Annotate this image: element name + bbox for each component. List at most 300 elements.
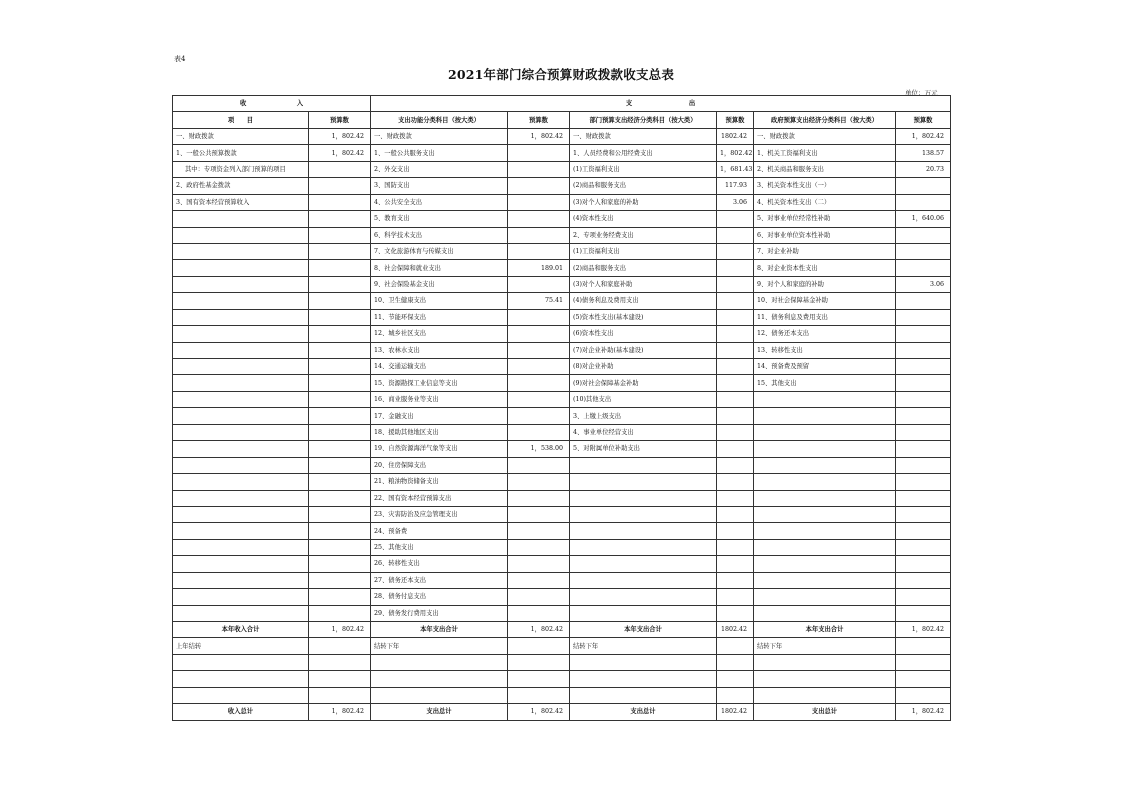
dept-econ-item: (3)对个人和家庭的补助 — [570, 194, 717, 210]
col-header-budget-func: 预算数 — [508, 112, 570, 128]
table-row — [173, 572, 951, 588]
income-budget — [309, 539, 371, 555]
income-item — [173, 506, 309, 522]
income-item — [173, 276, 309, 292]
carry-gov-econ-item — [754, 654, 896, 670]
gov-econ-item — [754, 572, 896, 588]
func-class-item: 7、文化旅游体育与传媒支出 — [371, 243, 508, 259]
dept-econ-item: (2)商品和服务支出 — [570, 260, 717, 276]
table-row — [173, 227, 951, 243]
dept-econ-budget — [717, 424, 754, 440]
expense-header: 支 出 — [371, 96, 951, 112]
carryover-row — [173, 638, 951, 654]
gov-econ-item: 10、对社会保障基金补助 — [754, 293, 896, 309]
grand-gov-econ-budget: 1，802.42 — [896, 704, 951, 720]
func-class-item: 5、教育支出 — [371, 211, 508, 227]
gov-econ-budget — [896, 326, 951, 342]
carry-gov-econ-item — [754, 671, 896, 687]
carry-gov-econ-budget — [896, 671, 951, 687]
dept-econ-item — [570, 572, 717, 588]
carry-income-item — [173, 687, 309, 703]
gov-econ-item: 一、财政拨款 — [754, 128, 896, 144]
func-class-item: 16、商业服务业等支出 — [371, 391, 508, 407]
gov-econ-item — [754, 474, 896, 490]
gov-econ-budget — [896, 408, 951, 424]
grand-dept-econ-budget: 1802.42 — [717, 704, 754, 720]
dept-econ-budget — [717, 276, 754, 292]
income-item — [173, 227, 309, 243]
income-budget — [309, 359, 371, 375]
func-class-item: 18、援助其他地区支出 — [371, 424, 508, 440]
gov-econ-budget — [896, 178, 951, 194]
table-row — [173, 474, 951, 490]
income-budget — [309, 589, 371, 605]
table-row — [173, 391, 951, 407]
carry-dept-econ-budget — [717, 654, 754, 670]
dept-econ-budget — [717, 506, 754, 522]
carry-func-class-budget — [508, 687, 570, 703]
income-item — [173, 457, 309, 473]
income-budget — [309, 293, 371, 309]
func-class-budget — [508, 556, 570, 572]
gov-econ-budget — [896, 391, 951, 407]
func-class-budget — [508, 506, 570, 522]
grand-dept-econ-item: 支出总计 — [570, 704, 717, 720]
func-class-budget — [508, 243, 570, 259]
dept-econ-budget — [717, 605, 754, 621]
dept-econ-item — [570, 605, 717, 621]
gov-econ-item — [754, 424, 896, 440]
func-class-budget — [508, 523, 570, 539]
total-dept-econ-budget: 1802.42 — [717, 622, 754, 638]
func-class-budget — [508, 572, 570, 588]
func-class-budget — [508, 161, 570, 177]
gov-econ-budget — [896, 556, 951, 572]
income-budget — [309, 523, 371, 539]
table-row — [173, 326, 951, 342]
func-class-item: 3、国防支出 — [371, 178, 508, 194]
carry-dept-econ-item — [570, 687, 717, 703]
func-class-budget — [508, 605, 570, 621]
table-row — [173, 506, 951, 522]
func-class-budget — [508, 342, 570, 358]
carry-income-item: 上年结转 — [173, 638, 309, 654]
gov-econ-budget — [896, 309, 951, 325]
table-row — [173, 441, 951, 457]
income-item — [173, 375, 309, 391]
table-row — [173, 375, 951, 391]
carry-income-budget — [309, 638, 371, 654]
gov-econ-budget — [896, 359, 951, 375]
dept-econ-item — [570, 474, 717, 490]
dept-econ-budget — [717, 293, 754, 309]
gov-econ-item: 11、债务利息及费用支出 — [754, 309, 896, 325]
dept-econ-budget — [717, 539, 754, 555]
dept-econ-item — [570, 539, 717, 555]
func-class-budget: 75.41 — [508, 293, 570, 309]
dept-econ-item — [570, 457, 717, 473]
gov-econ-item: 8、对企业资本性支出 — [754, 260, 896, 276]
income-budget — [309, 276, 371, 292]
income-item: 一、财政拨款 — [173, 128, 309, 144]
dept-econ-item — [570, 589, 717, 605]
table-row — [173, 211, 951, 227]
income-item — [173, 243, 309, 259]
dept-econ-item: 2、专项业务经费支出 — [570, 227, 717, 243]
income-item — [173, 293, 309, 309]
func-class-budget — [508, 211, 570, 227]
dept-econ-item: (1)工资福利支出 — [570, 161, 717, 177]
table-row — [173, 605, 951, 621]
func-class-item: 11、节能环保支出 — [371, 309, 508, 325]
gov-econ-item — [754, 605, 896, 621]
income-budget — [309, 211, 371, 227]
func-class-budget — [508, 276, 570, 292]
carry-dept-econ-item: 结转下年 — [570, 638, 717, 654]
gov-econ-budget — [896, 474, 951, 490]
dept-econ-item — [570, 523, 717, 539]
gov-econ-budget: 3.06 — [896, 276, 951, 292]
total-gov-econ-item: 本年支出合计 — [754, 622, 896, 638]
dept-econ-item: (4)债务利息及费用支出 — [570, 293, 717, 309]
gov-econ-item — [754, 506, 896, 522]
carry-func-class-item — [371, 671, 508, 687]
func-class-budget — [508, 424, 570, 440]
carry-income-item — [173, 654, 309, 670]
dept-econ-budget: 1，802.42 — [717, 145, 754, 161]
income-item: 3、国有资本经营预算收入 — [173, 194, 309, 210]
income-budget — [309, 326, 371, 342]
carry-income-budget — [309, 654, 371, 670]
func-class-item: 27、债务还本支出 — [371, 572, 508, 588]
dept-econ-budget — [717, 556, 754, 572]
income-budget — [309, 457, 371, 473]
func-class-item: 17、金融支出 — [371, 408, 508, 424]
gov-econ-budget — [896, 457, 951, 473]
gov-econ-budget — [896, 375, 951, 391]
func-class-budget — [508, 145, 570, 161]
gov-econ-budget: 20.73 — [896, 161, 951, 177]
func-class-item: 28、债务付息支出 — [371, 589, 508, 605]
gov-econ-item: 9、对个人和家庭的补助 — [754, 276, 896, 292]
func-class-item: 2、外交支出 — [371, 161, 508, 177]
table-row — [173, 309, 951, 325]
gov-econ-item — [754, 391, 896, 407]
func-class-budget — [508, 539, 570, 555]
income-item — [173, 391, 309, 407]
total-income-budget: 1，802.42 — [309, 622, 371, 638]
dept-econ-budget — [717, 309, 754, 325]
func-class-item: 4、公共安全支出 — [371, 194, 508, 210]
gov-econ-budget — [896, 293, 951, 309]
gov-econ-budget: 138.57 — [896, 145, 951, 161]
table-row — [173, 539, 951, 555]
header-row-columns — [173, 112, 951, 128]
grand-func-class-item: 支出总计 — [371, 704, 508, 720]
gov-econ-budget: 1，640.06 — [896, 211, 951, 227]
income-item: 其中：专项资金列入部门预算的项目 — [173, 161, 309, 177]
func-class-budget — [508, 408, 570, 424]
table-row — [173, 490, 951, 506]
func-class-item: 9、社会保险基金支出 — [371, 276, 508, 292]
gov-econ-item — [754, 408, 896, 424]
dept-econ-budget — [717, 375, 754, 391]
func-class-item: 26、转移性支出 — [371, 556, 508, 572]
dept-econ-budget — [717, 391, 754, 407]
gov-econ-budget — [896, 441, 951, 457]
dept-econ-item: 1、人员经费和公用经费支出 — [570, 145, 717, 161]
func-class-item: 15、资源勘探工业信息等支出 — [371, 375, 508, 391]
func-class-item: 22、国有资本经营预算支出 — [371, 490, 508, 506]
gov-econ-item — [754, 441, 896, 457]
dept-econ-item: 5、对附属单位补助支出 — [570, 441, 717, 457]
gov-econ-item: 15、其他支出 — [754, 375, 896, 391]
dept-econ-budget: 1，681.43 — [717, 161, 754, 177]
table-row — [173, 293, 951, 309]
table-number: 表4 — [174, 55, 186, 63]
table-row — [173, 178, 951, 194]
func-class-item: 6、科学技术支出 — [371, 227, 508, 243]
income-item — [173, 309, 309, 325]
carry-dept-econ-budget — [717, 638, 754, 654]
grand-func-class-budget: 1，802.42 — [508, 704, 570, 720]
carry-dept-econ-item — [570, 671, 717, 687]
dept-econ-item: (4)资本性支出 — [570, 211, 717, 227]
func-class-budget — [508, 589, 570, 605]
income-budget — [309, 424, 371, 440]
func-class-item: 20、住房保障支出 — [371, 457, 508, 473]
dept-econ-budget: 3.06 — [717, 194, 754, 210]
carry-func-class-item — [371, 654, 508, 670]
dept-econ-item: (3)对个人和家庭补助 — [570, 276, 717, 292]
func-class-item: 13、农林水支出 — [371, 342, 508, 358]
col-header-budget-dept: 预算数 — [717, 112, 754, 128]
income-item: 2、政府性基金拨款 — [173, 178, 309, 194]
func-class-budget — [508, 326, 570, 342]
func-class-budget: 1，538.00 — [508, 441, 570, 457]
carryover-row — [173, 671, 951, 687]
income-budget — [309, 572, 371, 588]
dept-econ-budget — [717, 441, 754, 457]
income-budget — [309, 556, 371, 572]
dept-econ-budget — [717, 490, 754, 506]
grand-gov-econ-item: 支出总计 — [754, 704, 896, 720]
carry-dept-econ-budget — [717, 671, 754, 687]
func-class-budget — [508, 457, 570, 473]
grand-income-item: 收入总计 — [173, 704, 309, 720]
dept-econ-item — [570, 490, 717, 506]
carry-func-class-budget — [508, 638, 570, 654]
gov-econ-budget — [896, 424, 951, 440]
income-item — [173, 359, 309, 375]
gov-econ-item — [754, 523, 896, 539]
income-budget — [309, 194, 371, 210]
gov-econ-item: 5、对事业单位经常性补助 — [754, 211, 896, 227]
func-class-budget: 189.01 — [508, 260, 570, 276]
func-class-item: 14、交通运输支出 — [371, 359, 508, 375]
grand-income-budget: 1，802.42 — [309, 704, 371, 720]
gov-econ-item — [754, 556, 896, 572]
gov-econ-budget — [896, 194, 951, 210]
total-func-class-item: 本年支出合计 — [371, 622, 508, 638]
func-class-item: 24、预备费 — [371, 523, 508, 539]
dept-econ-budget: 1802.42 — [717, 128, 754, 144]
unit-label: 单位：万元 — [905, 89, 938, 97]
year-total-row — [173, 622, 951, 638]
dept-econ-budget — [717, 342, 754, 358]
income-item — [173, 474, 309, 490]
func-class-item: 19、自然资源海洋气象等支出 — [371, 441, 508, 457]
income-item — [173, 326, 309, 342]
income-item — [173, 556, 309, 572]
dept-econ-budget — [717, 326, 754, 342]
gov-econ-item: 6、对事业单位资本性补助 — [754, 227, 896, 243]
table-row — [173, 243, 951, 259]
func-class-item: 29、债务发行费用支出 — [371, 605, 508, 621]
func-class-item: 一、财政拨款 — [371, 128, 508, 144]
func-class-budget — [508, 359, 570, 375]
income-item — [173, 572, 309, 588]
table-row — [173, 589, 951, 605]
gov-econ-item: 1、机关工资福利支出 — [754, 145, 896, 161]
dept-econ-budget — [717, 589, 754, 605]
gov-econ-item: 3、机关资本性支出（一） — [754, 178, 896, 194]
income-item — [173, 211, 309, 227]
header-row-group — [173, 96, 951, 112]
table-row — [173, 457, 951, 473]
table-row — [173, 145, 951, 161]
dept-econ-budget — [717, 243, 754, 259]
gov-econ-budget — [896, 227, 951, 243]
dept-econ-item — [570, 506, 717, 522]
func-class-budget — [508, 391, 570, 407]
func-class-item: 12、城乡社区支出 — [371, 326, 508, 342]
dept-econ-budget — [717, 211, 754, 227]
gov-econ-item: 13、转移性支出 — [754, 342, 896, 358]
gov-econ-budget — [896, 605, 951, 621]
func-class-budget — [508, 194, 570, 210]
total-income-item: 本年收入合计 — [173, 622, 309, 638]
gov-econ-budget — [896, 342, 951, 358]
gov-econ-item: 12、债务还本支出 — [754, 326, 896, 342]
dept-econ-budget — [717, 359, 754, 375]
income-item — [173, 605, 309, 621]
income-budget — [309, 474, 371, 490]
func-class-budget — [508, 309, 570, 325]
carry-income-item — [173, 671, 309, 687]
table-row — [173, 523, 951, 539]
gov-econ-budget — [896, 490, 951, 506]
gov-econ-item — [754, 539, 896, 555]
func-class-budget — [508, 227, 570, 243]
dept-econ-budget — [717, 260, 754, 276]
dept-econ-item: 4、事业单位经营支出 — [570, 424, 717, 440]
income-item — [173, 342, 309, 358]
gov-econ-budget — [896, 572, 951, 588]
dept-econ-item: (7)对企业补助(基本建设) — [570, 342, 717, 358]
income-budget — [309, 161, 371, 177]
income-item: 1、一般公共预算拨款 — [173, 145, 309, 161]
budget-summary-table — [172, 95, 951, 721]
income-budget — [309, 391, 371, 407]
carry-income-budget — [309, 671, 371, 687]
gov-econ-budget: 1，802.42 — [896, 128, 951, 144]
dept-econ-budget — [717, 408, 754, 424]
dept-econ-item: (5)资本性支出(基本建设) — [570, 309, 717, 325]
dept-econ-item: 3、上缴上级支出 — [570, 408, 717, 424]
col-header-gov-econ: 政府预算支出经济分类科目（按大类） — [754, 112, 896, 128]
income-item — [173, 490, 309, 506]
col-header-budget-gov: 预算数 — [896, 112, 951, 128]
income-budget — [309, 506, 371, 522]
gov-econ-budget — [896, 539, 951, 555]
gov-econ-item — [754, 490, 896, 506]
col-header-item: 项 目 — [173, 112, 309, 128]
func-class-item: 8、社会保障和就业支出 — [371, 260, 508, 276]
income-item — [173, 539, 309, 555]
income-item — [173, 523, 309, 539]
table-row — [173, 359, 951, 375]
dept-econ-item: (6)资本性支出 — [570, 326, 717, 342]
carry-income-budget — [309, 687, 371, 703]
dept-econ-item: (1)工资福利支出 — [570, 243, 717, 259]
func-class-item: 23、灾害防治及应急管理支出 — [371, 506, 508, 522]
income-budget — [309, 243, 371, 259]
func-class-item: 10、卫生健康支出 — [371, 293, 508, 309]
table-row — [173, 556, 951, 572]
func-class-item: 25、其他支出 — [371, 539, 508, 555]
carry-dept-econ-item — [570, 654, 717, 670]
dept-econ-item: (10)其他支出 — [570, 391, 717, 407]
table-row — [173, 128, 951, 144]
func-class-budget — [508, 375, 570, 391]
dept-econ-item — [570, 556, 717, 572]
carry-gov-econ-budget — [896, 687, 951, 703]
dept-econ-item: (9)对社会保障基金补助 — [570, 375, 717, 391]
col-header-func-class: 支出功能分类科目（按大类） — [371, 112, 508, 128]
col-header-budget-income: 预算数 — [309, 112, 371, 128]
total-gov-econ-budget: 1，802.42 — [896, 622, 951, 638]
income-item — [173, 424, 309, 440]
table-row — [173, 161, 951, 177]
gov-econ-budget — [896, 523, 951, 539]
func-class-item: 1、一般公共服务支出 — [371, 145, 508, 161]
table-row — [173, 342, 951, 358]
carry-gov-econ-item: 结转下年 — [754, 638, 896, 654]
income-budget — [309, 309, 371, 325]
table-row — [173, 424, 951, 440]
carry-func-class-item — [371, 687, 508, 703]
carryover-row — [173, 654, 951, 670]
carry-func-class-budget — [508, 671, 570, 687]
income-header: 收 入 — [173, 96, 371, 112]
gov-econ-item: 7、对企业补助 — [754, 243, 896, 259]
dept-econ-budget — [717, 572, 754, 588]
gov-econ-budget — [896, 589, 951, 605]
income-budget — [309, 605, 371, 621]
carry-gov-econ-budget — [896, 654, 951, 670]
income-budget — [309, 490, 371, 506]
dept-econ-budget — [717, 457, 754, 473]
income-item — [173, 260, 309, 276]
table-row — [173, 260, 951, 276]
total-func-class-budget: 1，802.42 — [508, 622, 570, 638]
income-item — [173, 441, 309, 457]
dept-econ-budget — [717, 523, 754, 539]
carry-func-class-budget — [508, 654, 570, 670]
dept-econ-budget — [717, 227, 754, 243]
carry-dept-econ-budget — [717, 687, 754, 703]
